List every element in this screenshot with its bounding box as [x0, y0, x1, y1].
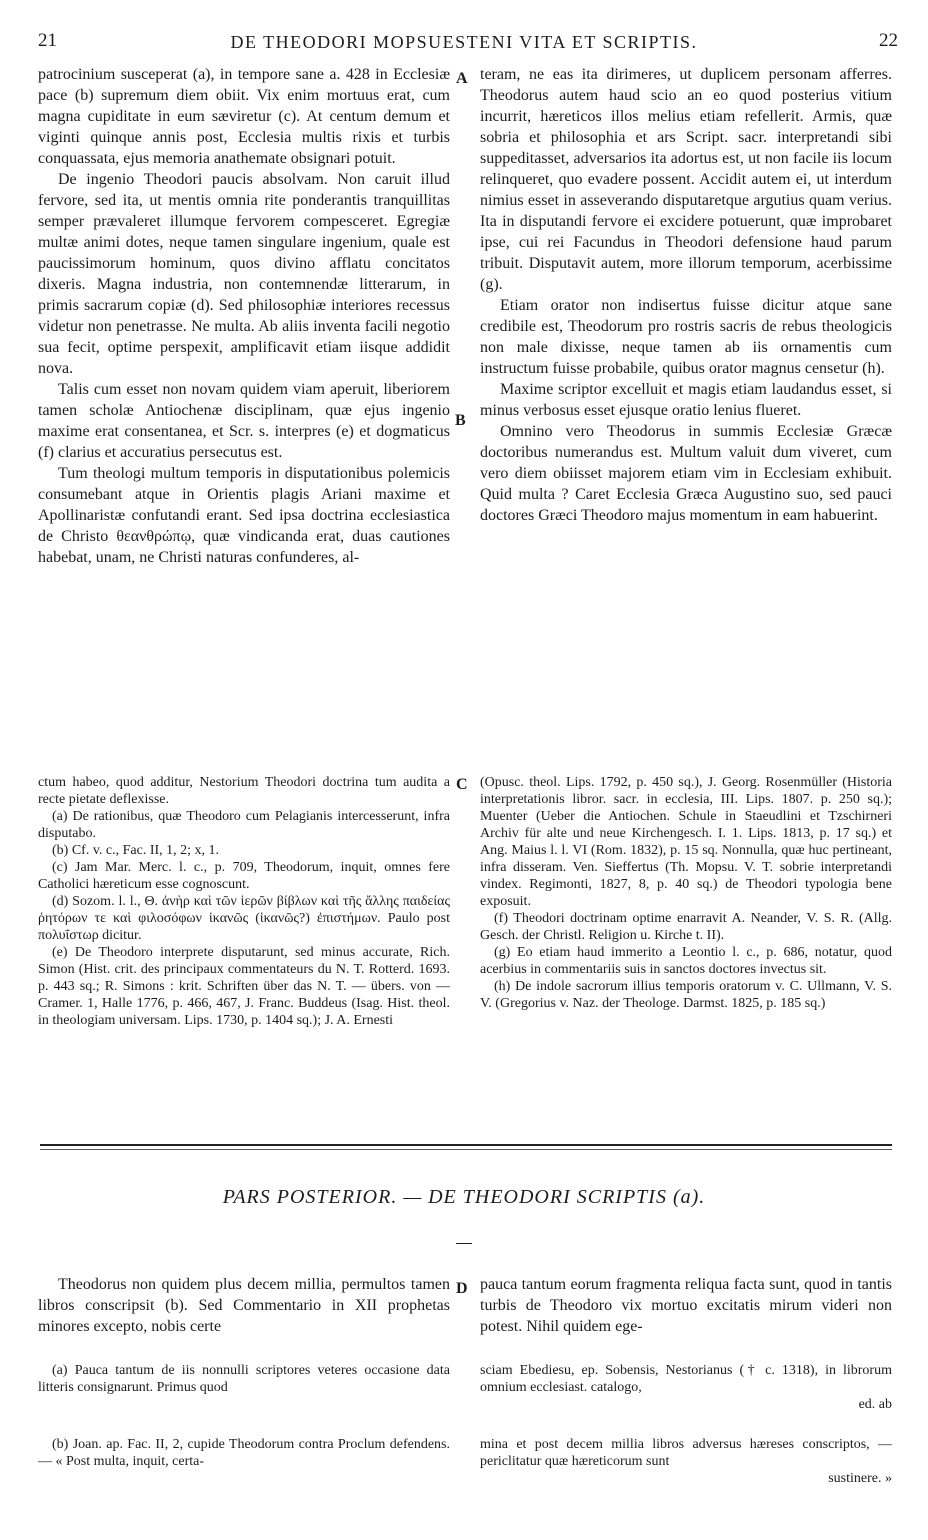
bottom-footnote-b-left — [38, 1436, 450, 1470]
paragraph: Talis cum esset non novam quidem viam aperuit, liberiorem tamen scholæ Antiochenæ disciplinam, quæ ejus ingenio maxime erat consentanea, et Scr. s. interpres (e) et dogmaticus (f) clarius et accuratius persecutus est. — [38, 381, 450, 461]
column-marker-d: D — [456, 1280, 468, 1297]
paragraph: pauca tantum eorum fragmenta reliqua facta sunt, quod in tantis turbis de Theodoro vix mortuo excitatis mirum videri non potest. Nihil quidem ege- — [480, 1276, 892, 1335]
column-marker-c: C — [456, 776, 468, 793]
paragraph: Theodorus non quidem plus decem millia, permultos tamen libros conscripsit (b). Sed Commentario in XII prophetas minores excepto, nobis certe — [38, 1276, 450, 1335]
footnotes-left-column — [38, 774, 450, 1029]
footnote-c: (c) Jam Mar. Merc. l. c., p. 709, Theodorum, inquit, omnes fere Catholici hæreticum esse cognoscunt. — [38, 860, 450, 892]
footnote-a: (a) Pauca tantum de iis nonnulli scriptores veteres occasione data litteris consignarunt. Primus quod — [38, 1363, 450, 1395]
page-number-right: 22 — [879, 30, 898, 51]
part-heading: PARS POSTERIOR. — DE THEODORI SCRIPTIS (a). — [222, 1186, 706, 1208]
paragraph: Etiam orator non indisertus fuisse dicitur atque sane credibile est, Theodorum pro rostris sacris de rebus theologicis non male dixisse, neque tamen ab iis ornamentis cum instructum fuisse probabile, quibus orator magnus censetur (h). — [480, 297, 892, 377]
footnote-e: (e) De Theodoro interprete disputarunt, sed minus accurate, Rich. Simon (Hist. crit. des principaux commentateurs du N. T. Rotterd. 1693. p. 443 sq.; R. Simons : krit. Schriften über das N. T. — übers. von — Cramer. 1, Halle 1776, p. 466, 467, J. Franc. Buddeus (Isag. Hist. theol. in theologiam universam. Lips. 1730, p. 1404 sq.); J. A. Ernesti — [38, 945, 450, 1028]
footnote: (Opusc. theol. Lips. 1792, p. 450 sq.), J. Georg. Rosenmüller (Historia interpretationis libror. sacr. in ecclesia, III. Lips. 1807. p. 250 sq.); Muenter (Ueber die Antiochen. Schule in Staeudlini et Tzschirneri Archiv für alte und neue Kirchengesch. I. 1. Lips. 1813, p. 17 sq.) et Ang. Maius l. l. VI (Rom. 1832), p. 15 sq. Nonnulla, quæ huc pertineant, infra disseram. Ven. Sieffertus (Th. Mopsu. V. T. sobrie interpretandi vindex. Regimonti, 1827, 8, p. 40 sq.) de Theodori typologia bene exposuit. — [480, 775, 892, 909]
column-marker-b: B — [455, 412, 466, 429]
lower-left-column — [38, 1274, 450, 1337]
bottom-footnote-a-right — [480, 1362, 892, 1413]
paragraph: Tum theologi multum temporis in disputationibus polemicis consumebant atque in Orientis plagis Ariani maxime et Apollinaristæ confutandi erant. Sed ipsa doctrina ecclesiastica de Christo θεανθρώπῳ, quæ vindicanda erat, duas cautiones habebat, unam, ne Christi naturas confunderes, al- — [38, 465, 450, 566]
footnote-g: (g) Eo etiam haud immerito a Leontio l. c., p. 686, notatur, quod acerbius in commentariis suis in sanctos doctores invectus sit. — [480, 945, 892, 977]
paragraph: Omnino vero Theodorus in summis Ecclesiæ Græcæ doctoribus numerandus est. Multum valuit dum viveret, cum vero diem obiisset majorem etiam vim in Ecclesiam exhibuit. Quid multa ? Caret Ecclesia Græca Augustino suo, sed pauci doctores Græci Theodoro majus momentum in eam habuerint. — [480, 423, 892, 524]
column-marker-a: A — [456, 70, 468, 87]
page-number-left: 21 — [38, 30, 57, 51]
footnote-continuation-end: sustinere. » — [828, 1471, 892, 1486]
bottom-footnote-b-right — [480, 1436, 892, 1487]
running-title: DE THEODORI MOPSUESTENI VITA ET SCRIPTIS. — [230, 32, 698, 52]
footnotes-right-column — [480, 774, 892, 1012]
footnote-continuation: sciam Ebediesu, ep. Sobensis, Nestorianus († c. 1318), in librorum omnium ecclesiast. catalogo, — [480, 1363, 892, 1395]
footnote: ctum habeo, quod additur, Nestorium Theodori doctrina tum audita a recte pietate deflexisse. — [38, 775, 450, 807]
footnote-d: (d) Sozom. l. l., Θ. ἀνὴρ καὶ τῶν ἱερῶν βίβλων καὶ τῆς ἄλλης παιδείας ῥητόρων τε καὶ φιλοσόφων ἱκανῶς (ἱκανῶς?) ἐπιστήμων. Paulo post πολυΐστωρ dicitur. — [38, 894, 450, 943]
paragraph: Maxime scriptor excelluit et magis etiam laudandus esset, si minus verbosus esset ejusque oratio lenius flueret. — [480, 381, 892, 419]
section-rule-thin — [40, 1149, 892, 1150]
upper-left-column — [38, 64, 450, 568]
bottom-footnote-a-left — [38, 1362, 450, 1396]
footnote-b: (b) Joan. ap. Fac. II, 2, cupide Theodorum contra Proclum defendens. — « Post multa, inquit, certa- — [38, 1437, 450, 1469]
footnote-f: (f) Theodori doctrinam optime enarravit A. Neander, V. S. R. (Allg. Gesch. der Christl. Religion u. Kirche t. II). — [480, 911, 892, 943]
paragraph: teram, ne eas ita dirimeres, ut duplicem personam afferres. Theodorus autem haud scio an eo quod posterius vitium incurrit, hæreticos illos melius etiam refellerit. Armis, quæ sobria et philosophia et ars Script. sacr. interpretandi sibi suppeditasset, adversarios ita adortus est, ut non facile iis locum relinqueret, quo evadere possent. Accidit autem ei, ut interdum nimius esset in asseverando disputaretque argutius quam verius. Ita in disputandi fervore ei excidere potuerunt, quæ improbaret ipse, cui rei Facundus in Theodori defensione haud parum tribuit. Disputavit autem, more illorum temporum, acerbissime (g). — [480, 66, 892, 293]
heading-dash — [456, 1243, 472, 1244]
footnote-continuation: mina et post decem millia libros adversus hæreses conscriptos, — periclitatur quæ hæreticorum sunt — [480, 1437, 892, 1469]
footnote-h: (h) De indole sacrorum illius temporis oratorum v. C. Ullmann, V. S. V. (Gregorius v. Naz. der Theologe. Darmst. 1825, p. 185 sq.) — [480, 979, 892, 1011]
section-rule — [40, 1144, 892, 1146]
paragraph: patrocinium susceperat (a), in tempore sane a. 428 in Ecclesiæ pace (b) supremum diem obiit. Vix enim mortuus erat, cum magna cupiditate in eum sæviretur (c). At centum demum et viginti quinque annis post, Ecclesia multis rixis et turbis conquassata, ejus memoria anathemate obsignari potuit. — [38, 66, 450, 167]
footnote-a: (a) De rationibus, quæ Theodoro cum Pelagianis intercesserunt, infra disputabo. — [38, 809, 450, 841]
paragraph: De ingenio Theodori paucis absolvam. Non caruit illud fervore, sed ita, ut mentis omnia rite ponderantis tranquillitas semper prævaleret illumque fervorem compesceret. Egregiæ multæ animi dotes, neque tamen singulare ingenium, quale est paucissimorum hominum, quos divino afflatu concitatos dixeris. Magna industria, non contemnendæ litterarum, in primis sacrarum copiæ (d). Sed philosophiæ interiores recessus videtur non penetrasse. Ne multa. Ab aliis inventa facili negotio sua fecit, optime perspexit, amplificavit etiam iisque addidit nova. — [38, 171, 450, 377]
upper-right-column — [480, 64, 892, 526]
footnote-continuation-end: ed. ab — [858, 1397, 892, 1412]
footnote-b: (b) Cf. v. c., Fac. II, 1, 2; x, 1. — [52, 843, 220, 858]
lower-right-column — [480, 1274, 892, 1337]
